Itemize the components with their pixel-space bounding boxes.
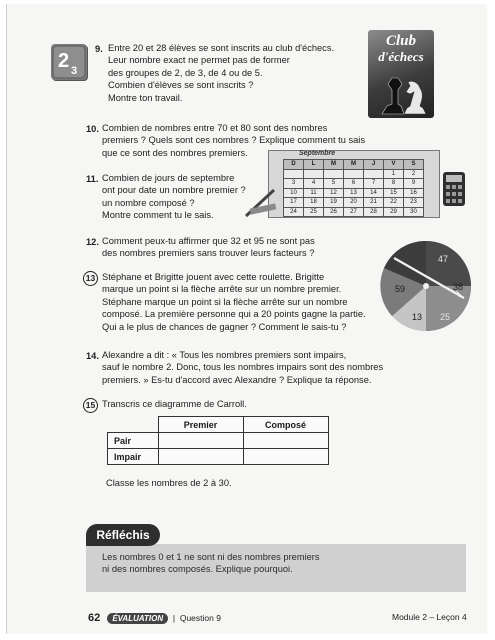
calendar-day: 26: [324, 207, 344, 217]
calendar-day: [324, 169, 344, 179]
calendar-day: 18: [304, 198, 324, 208]
question-line: premiers. » Es-tu d'accord avec Alexandre ? Explique ta réponse.: [102, 374, 372, 385]
carroll-row: [108, 449, 329, 465]
tile-number-top: 2: [58, 50, 70, 72]
question-line: Combien de jours de septembre: [102, 173, 235, 183]
question-line: un nombre composé ?: [102, 197, 195, 208]
calendar-header-cell: V: [384, 160, 404, 170]
spinner-number: 47: [438, 254, 449, 264]
calendar-day: 10: [284, 188, 304, 198]
calendar-day: 30: [404, 207, 424, 217]
calendar-day: 21: [364, 198, 384, 208]
question-line: Leur nombre exact ne permet pas de former: [108, 55, 290, 66]
evaluation-logo: ÉVALUATION: [107, 613, 168, 624]
question-line: des nombres premiers sans trouver leurs facteurs ?: [102, 248, 315, 259]
calendar-day: 8: [384, 179, 404, 189]
calendar-day: [364, 169, 384, 179]
calculator-icon: [440, 170, 470, 210]
calendar-day: 3: [284, 179, 304, 189]
calendar-header-row: [284, 160, 424, 170]
carroll-row-header: Impair: [108, 449, 159, 465]
calendar-day: 12: [324, 188, 344, 198]
question-11-text: [102, 172, 246, 222]
calendar-day: 1: [384, 169, 404, 179]
calendar-title: Septembre: [299, 150, 336, 157]
calendar-header-cell: L: [304, 160, 324, 170]
question-line: Alexandre a dit : « Tous les nombres premiers sont impairs,: [102, 350, 347, 360]
question-10-number: 10.: [86, 124, 99, 134]
question-line: que ce sont des nombres premiers.: [102, 147, 248, 158]
question-13-text: [102, 271, 366, 333]
question-line: marque un point si la flèche arrête sur un nombre premier.: [102, 284, 342, 295]
question-15-text: [102, 398, 247, 410]
question-12-text: [102, 235, 315, 260]
carroll-row: [108, 433, 329, 449]
calendar-header-cell: S: [404, 160, 424, 170]
question-13-circled-number: 13: [83, 271, 98, 286]
question-line: Stéphane marque un point si la flèche arrête sur un nombre: [102, 296, 348, 307]
page-number: 62: [88, 612, 101, 624]
question-line: sauf le nombre 2. Donc, tous les nombres impairs sont des nombres: [102, 362, 384, 373]
number-tile-graphic: [51, 44, 87, 80]
question-line: Montre comment tu le sais.: [102, 210, 214, 221]
question-line: premiers ? Quels sont ces nombres ? Explique comment tu sais: [102, 135, 366, 146]
calendar-week-row: [284, 207, 424, 217]
calendar-day: 5: [324, 179, 344, 189]
calendar-day: 23: [404, 198, 424, 208]
calendar-week-row: [284, 179, 424, 189]
calendar-day: 28: [364, 207, 384, 217]
september-calendar: [268, 150, 440, 218]
spinner-wheel: [380, 240, 472, 332]
footer-separator: |: [172, 613, 176, 623]
module-label: Module 2 – Leçon 4: [392, 612, 467, 622]
chess-club-badge: [368, 30, 434, 118]
reflechis-line: ni des nombres composés. Explique pourquoi.: [102, 564, 293, 575]
question-11-number: 11.: [86, 174, 99, 184]
tile-number-bottom: 3: [71, 65, 78, 77]
calendar-day: 27: [344, 207, 364, 217]
carroll-cell: [158, 449, 243, 465]
calendar-day: 11: [304, 188, 324, 198]
reflechis-line: Les nombres 0 et 1 ne sont ni des nombres premiers: [102, 552, 320, 562]
question-line: composé. La première personne qui a 20 points gagne la partie.: [102, 309, 366, 320]
spinner-number: 13: [412, 312, 423, 322]
question-line: Entre 20 et 28 élèves se sont inscrits au club d'échecs.: [108, 43, 335, 53]
calendar-day: 4: [304, 179, 324, 189]
question-14-text: [102, 349, 383, 386]
badge-line: Club: [385, 33, 416, 49]
calendar-day: 7: [364, 179, 384, 189]
question-9-number: 9.: [95, 44, 103, 54]
classify-instruction: Classe les nombres de 2 à 30.: [106, 478, 232, 488]
carroll-corner: [108, 417, 159, 433]
carroll-header-row: [108, 417, 329, 433]
question-line: Combien d'élèves se sont inscrits ?: [108, 80, 254, 91]
carroll-row-header: Pair: [108, 433, 159, 449]
pencil-ruler-icon: [244, 186, 278, 218]
calendar-week-row: [284, 188, 424, 198]
calendar-day: 16: [404, 188, 424, 198]
question-line: Transcris ce diagramme de Carroll.: [102, 399, 247, 409]
question-12-number: 12.: [86, 237, 99, 247]
calendar-week-row: [284, 169, 424, 179]
calendar-header-cell: J: [364, 160, 384, 170]
question-line: Montre ton travail.: [108, 92, 183, 103]
reflechis-box: [86, 544, 466, 592]
spinner-number: 25: [440, 312, 451, 322]
calendar-day: 15: [384, 188, 404, 198]
question-13-number: [83, 271, 98, 286]
question-line: Comment peux-tu affirmer que 32 et 95 ne sont pas: [102, 236, 315, 246]
badge-line: d'échecs: [378, 49, 424, 64]
question-line: Combien de nombres entre 70 et 80 sont des nombres: [102, 123, 328, 133]
calendar-day: 14: [364, 188, 384, 198]
spinner-number: 38: [453, 282, 464, 292]
spinner-number: 59: [395, 284, 406, 294]
question-9-text: [108, 42, 334, 104]
calendar-day: 24: [284, 207, 304, 217]
calendar-header-cell: M: [324, 160, 344, 170]
carroll-cell: [158, 433, 243, 449]
chess-club-title: [372, 34, 430, 64]
calendar-day: 29: [384, 207, 404, 217]
calendar-day: [344, 169, 364, 179]
number-tile-icon: [51, 44, 87, 80]
question-line: Qui a le plus de chances de gagner ? Comment le sais-tu ?: [102, 321, 347, 332]
question-reference: Question 9: [179, 613, 221, 623]
calendar-day: 2: [404, 169, 424, 179]
question-15-circled-number: 15: [83, 398, 98, 413]
calendar-header-cell: D: [284, 160, 304, 170]
calendar-grid: [283, 159, 424, 217]
calendar-day: [304, 169, 324, 179]
footer-left: [88, 612, 221, 624]
calendar-day: 9: [404, 179, 424, 189]
calendar-day: 17: [284, 198, 304, 208]
calendar-header-cell: M: [344, 160, 364, 170]
carroll-col-header: Composé: [243, 417, 328, 433]
calendar-day: 13: [344, 188, 364, 198]
carroll-cell: [243, 433, 328, 449]
question-line: ont pour date un nombre premier ?: [102, 185, 246, 196]
reflechis-title: Réfléchis: [86, 524, 160, 546]
carroll-cell: [243, 449, 328, 465]
question-line: Stéphane et Brigitte jouent avec cette roulette. Brigitte: [102, 272, 325, 282]
calendar-day: 22: [384, 198, 404, 208]
calendar-day: 20: [344, 198, 364, 208]
question-line: des groupes de 2, de 3, de 4 ou de 5.: [108, 67, 263, 78]
calendar-day: 6: [344, 179, 364, 189]
question-14-number: 14.: [86, 351, 99, 361]
reflechis-text: [102, 551, 320, 576]
carroll-col-header: Premier: [158, 417, 243, 433]
chess-pieces-icon: [374, 70, 428, 116]
calendar-day: [284, 169, 304, 179]
calendar-day: 19: [324, 198, 344, 208]
carroll-diagram: [107, 416, 329, 465]
spinner-sector: [426, 286, 471, 331]
calendar-week-row: [284, 198, 424, 208]
question-15-number: [83, 398, 98, 413]
calendar-day: 25: [304, 207, 324, 217]
